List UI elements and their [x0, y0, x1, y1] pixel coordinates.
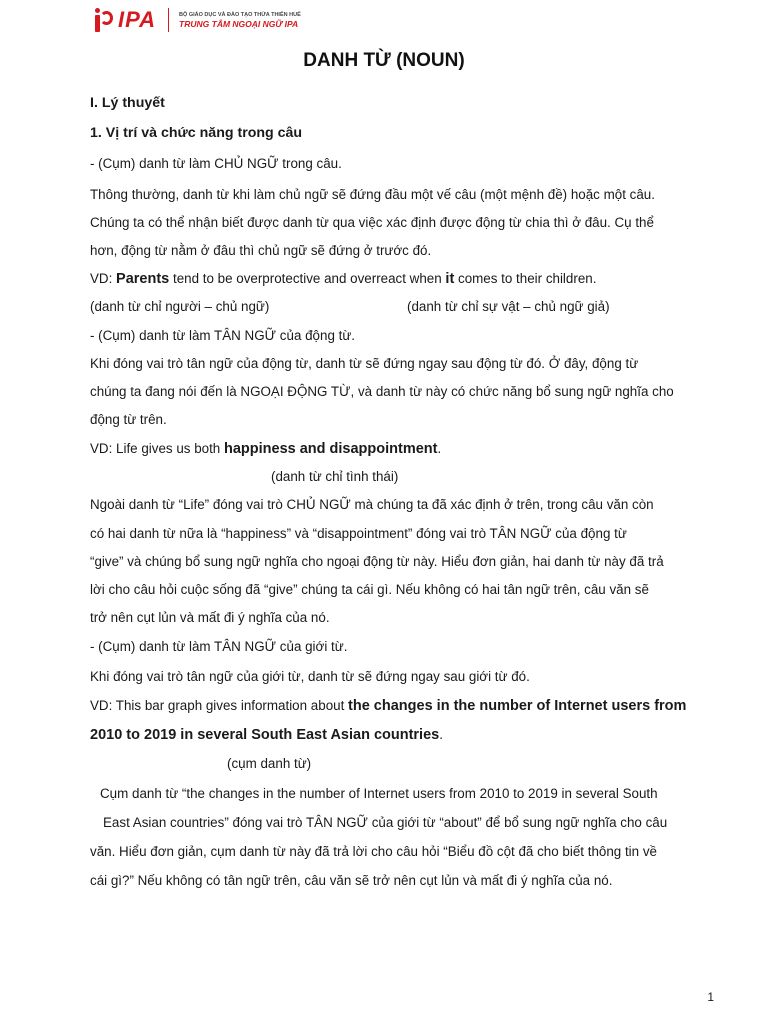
logo-subtitle-line1: BỘ GIÁO DỤC VÀ ĐÀO TẠO THỪA THIÊN HUẾ [179, 12, 301, 18]
paragraph-line: East Asian countries” đóng vai trò TÂN NGỮ của giới từ “about” để bổ sung ngữ nghĩa cho câu [103, 815, 668, 830]
paragraph-line: văn. Hiểu đơn giản, cụm danh từ này đã trả lời cho câu hỏi “Biểu đồ cột đã cho biết thông tin về [90, 844, 657, 859]
paragraph-line: cái gì?” Nếu không có tân ngữ trên, câu văn sẽ trở nên cụt lủn và mất đi ý nghĩa của nó. [90, 873, 613, 888]
bold-text: happiness and disappointment [223, 441, 438, 457]
logo-subtitle-line2: TRUNG TÂM NGOẠI NGỮ IPA [179, 19, 299, 29]
text-span: comes to their children. [454, 271, 597, 286]
paragraph-line: động từ trên. [90, 412, 167, 427]
paragraph-line: Ngoài danh từ “Life” đóng vai trò CHỦ NGỮ mà chúng ta đã xác định ở trên, trong câu văn còn [90, 497, 654, 512]
paragraph-line: có hai danh từ nữa là “happiness” và “disappointment” đóng vai trò TÂN NGỮ của động từ [90, 526, 627, 541]
annotation-line: (cụm danh từ) [227, 756, 312, 771]
paragraph-line: - (Cụm) danh từ làm TÂN NGỮ của động từ. [90, 328, 356, 343]
example-line [90, 726, 443, 744]
text-span: VD: [90, 271, 117, 286]
text-span: VD: Life gives us both [90, 441, 224, 456]
paragraph-line: - (Cụm) danh từ làm CHỦ NGỮ trong câu. [90, 156, 342, 171]
text-span: . [437, 441, 442, 456]
section-heading: I. Lý thuyết [90, 95, 165, 111]
logo-subtitle [179, 11, 301, 29]
annotation-line: (danh từ chỉ tình thái) [271, 469, 399, 484]
text-span: VD: This bar graph gives information about [90, 698, 349, 713]
logo-divider [168, 8, 169, 32]
paragraph-line: trở nên cụt lủn và mất đi ý nghĩa của nó. [90, 610, 330, 625]
paragraph-line: - (Cụm) danh từ làm TÂN NGỮ của giới từ. [90, 639, 348, 654]
example-line [90, 697, 686, 715]
paragraph-line: “give” và chúng bổ sung ngữ nghĩa cho ngoại động từ này. Hiểu đơn giản, hai danh từ này đã trả [90, 554, 664, 569]
paragraph-line: Khi đóng vai trò tân ngữ của giới từ, danh từ sẽ đứng ngay sau giới từ đó. [90, 669, 530, 684]
annotation-line: (danh từ chỉ người – chủ ngữ) [90, 299, 270, 314]
annotation-line: (danh từ chỉ sự vật – chủ ngữ giả) [407, 299, 610, 314]
paragraph-line: Cụm danh từ “the changes in the number of Internet users from 2010 to 2019 in several South [100, 786, 658, 801]
page-title: DANH TỪ (NOUN) [303, 50, 465, 71]
header-logo [94, 6, 301, 34]
bold-text: it [445, 271, 455, 287]
bold-text: 2010 to 2019 in several South East Asian countries [90, 727, 440, 743]
bold-text: the changes in the number of Internet users from [348, 698, 687, 714]
logo-text: IPA [118, 7, 157, 32]
paragraph-line: Chúng ta có thể nhận biết được danh từ qua việc xác định được động từ chia thì ở đâu. Cụ thể [90, 215, 654, 230]
paragraph-line: Khi đóng vai trò tân ngữ của động từ, danh từ sẽ đứng ngay sau động từ đó. Ở đây, động từ [90, 356, 639, 371]
paragraph-line: chúng ta đang nói đến là NGOẠI ĐỘNG TỪ, và danh từ này có chức năng bổ sung ngữ nghĩa cho [90, 384, 674, 399]
example-line [90, 270, 596, 288]
subsection-heading: 1. Vị trí và chức năng trong câu [90, 125, 303, 141]
text-span: . [439, 727, 443, 742]
bold-text: Parents [116, 271, 170, 287]
text-span: tend to be overprotective and overreact when [169, 271, 446, 286]
page-number: 1 [707, 990, 714, 1004]
paragraph-line: Thông thường, danh từ khi làm chủ ngữ sẽ đứng đầu một vế câu (một mệnh đề) hoặc một câu. [90, 187, 655, 202]
paragraph-line: lời cho câu hỏi cuộc sống đã “give” chúng ta cái gì. Nếu không có hai tân ngữ trên, câu văn sẽ [90, 582, 649, 597]
example-line [90, 440, 441, 458]
paragraph-line: hơn, động từ nằm ở đâu thì chủ ngữ sẽ đứng ở trước đó. [90, 243, 432, 258]
ipa-logo-icon [94, 7, 114, 33]
